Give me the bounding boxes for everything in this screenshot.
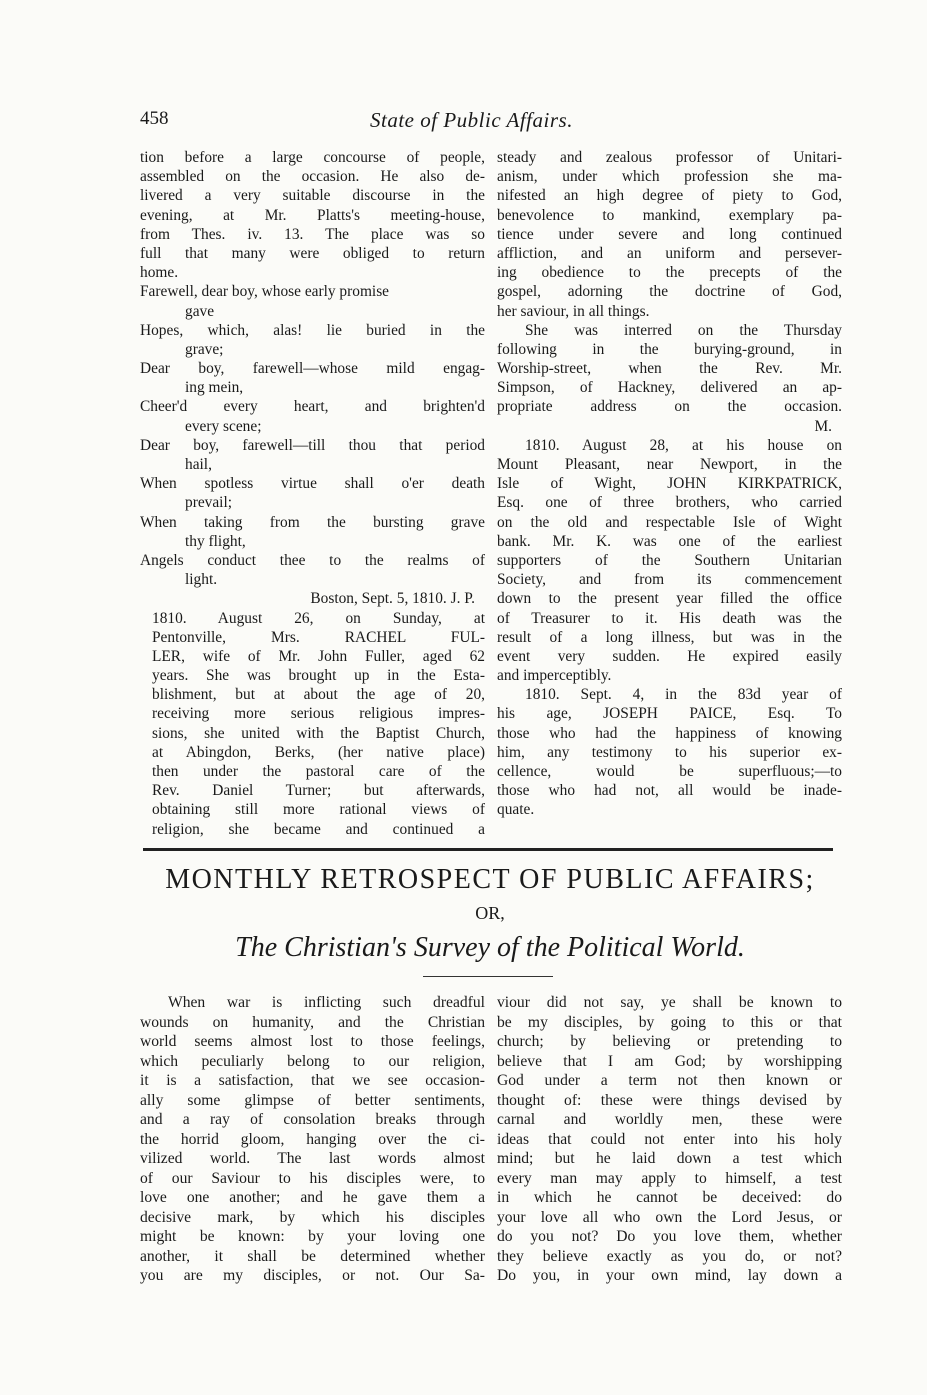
text-line: and imperceptibly. — [497, 667, 612, 685]
text-line: love one another; and he gave them a — [140, 1189, 485, 1206]
text-line: it is a satisfaction, that we see occasion- — [140, 1072, 485, 1089]
text-line: in which he cannot be deceived: do — [497, 1189, 842, 1206]
section-or: OR, — [475, 903, 505, 923]
text-line: propriate address on the occasion. — [497, 398, 842, 416]
text-line: viour did not say, ye shall be known to — [497, 994, 842, 1011]
text-line: believe that I am God; by worshipping — [497, 1052, 842, 1070]
text-line: Worship-street, when the Rev. Mr. — [497, 360, 842, 378]
text-line: When spotless virtue shall o'er death — [140, 475, 485, 493]
text-line: affliction, and an uniform and persever- — [497, 244, 842, 262]
text-line: livered a very suitable discourse in the — [140, 187, 485, 205]
text-line: 1810. Sept. 4, in the 83d year of — [525, 686, 842, 704]
text-line: mind; but he laid down a test which — [497, 1150, 842, 1167]
text-line: Angels conduct thee to the realms of — [140, 551, 485, 569]
text-line: her saviour, in all things. — [497, 302, 650, 320]
article-left-column — [140, 993, 485, 1286]
text-line: blishment, but at about the age of 20, — [152, 686, 485, 704]
text-line: on the old and respectable Isle of Wight — [497, 513, 842, 531]
text-line: of our Saviour to his disciples were, to — [140, 1169, 485, 1187]
text-line: his age, JOSEPH PAICE, Esq. To — [497, 705, 842, 723]
text-line: gave — [185, 302, 215, 320]
text-line: tion before a large concourse of people, — [140, 149, 485, 166]
text-line: evening, at Mr. Platts's meeting-house, — [140, 206, 485, 224]
text-line: do you not? Do you love them, whether — [497, 1228, 842, 1245]
text-line: then under the pastoral care of the — [152, 763, 485, 780]
text-line: Cheer'd every heart, and brighten'd — [140, 398, 485, 416]
text-line: Isle of Wight, JOHN KIRKPATRICK, — [497, 475, 842, 493]
text-line: those who had not, all would be inade- — [497, 782, 842, 800]
heading-underline — [423, 976, 553, 977]
text-line: from Thes. iv. 13. The place was so — [140, 225, 485, 243]
text-line: full that many were obliged to return — [140, 244, 485, 262]
text-line: every scene; — [185, 417, 262, 435]
text-line: Esq. one of three brothers, who carried — [497, 494, 842, 512]
text-line: grave; — [185, 340, 224, 358]
article-right-column — [497, 993, 842, 1286]
text-line: gospel, adorning the doctrine of God, — [497, 283, 842, 301]
text-line: Rev. Daniel Turner; but afterwards, — [152, 782, 485, 800]
text-line: ing mein, — [185, 379, 244, 397]
text-line: thy flight, — [185, 532, 246, 550]
text-line: wounds on humanity, and the Christian — [140, 1013, 485, 1031]
text-line: Simpson, of Hackney, delivered an ap- — [497, 379, 842, 397]
text-line: Dear boy, farewell—whose mild engag- — [140, 360, 485, 378]
text-line: down to the present year filled the office — [497, 590, 842, 608]
retrospect-article — [140, 993, 840, 1293]
text-line: of Treasurer to it. His death was the — [497, 609, 842, 627]
text-line: world seems almost lost to those feelings, — [140, 1033, 485, 1050]
page-number: 458 — [140, 108, 169, 129]
text-line: they believe exactly as you do, or not? — [497, 1247, 842, 1265]
text-line: those who had the happiness of knowing — [497, 724, 842, 742]
text-line: and a ray of consolation breaks through — [140, 1111, 485, 1128]
text-line: years. She was brought up in the Esta- — [152, 667, 485, 685]
text-line: Dear boy, farewell—till thou that period — [140, 436, 485, 454]
obituaries-section — [140, 148, 840, 848]
text-line: steady and zealous professor of Unitari- — [497, 149, 842, 166]
text-line: Society, and from its commencement — [497, 571, 842, 589]
text-line: following in the burying-ground, in — [497, 340, 842, 358]
running-head — [140, 108, 840, 136]
text-line: 1810. August 28, at his house on — [525, 436, 842, 454]
text-line: thought of: these were things devised by — [497, 1091, 842, 1109]
running-title: State of Public Affairs. — [370, 108, 573, 132]
text-line: When war is inflicting such dreadful — [168, 994, 485, 1011]
text-line: might be known: by your loving one — [140, 1228, 485, 1245]
text-line: Mount Pleasant, near Newport, in the — [497, 456, 842, 473]
text-line: Farewell, dear boy, whose early promise — [140, 283, 390, 301]
text-line: every man may apply to himself, a test — [497, 1169, 842, 1187]
text-line: prevail; — [185, 494, 233, 512]
text-line: ideas that could not enter into his holy — [497, 1130, 842, 1148]
text-line: quate. — [497, 801, 535, 819]
text-line: 1810. August 26, on Sunday, at — [152, 609, 485, 627]
text-line: hail, — [185, 456, 212, 473]
text-line: your love all who own the Lord Jesus, or — [497, 1208, 842, 1226]
text-line: cellence, would be superfluous;—to — [497, 763, 842, 780]
text-line: church; by believing or pretending to — [497, 1033, 842, 1050]
text-line: Boston, Sept. 5, 1810. J. P. — [310, 590, 475, 608]
text-line: religion, she became and continued a — [152, 820, 485, 838]
text-line: light. — [185, 571, 218, 589]
text-line: She was interred on the Thursday — [525, 321, 842, 339]
text-line: him, any testimony to his superior ex- — [497, 743, 842, 761]
text-line: at Abingdon, Berks, (her native place) — [152, 743, 485, 761]
text-line: nifested an high degree of piety to God, — [497, 187, 842, 205]
text-line: Hopes, which, alas! lie buried in the — [140, 321, 485, 339]
text-line: be my disciples, by going to this or that — [497, 1013, 842, 1031]
text-line: result of a long illness, but was in the — [497, 628, 842, 646]
text-line: decisive mark, by which his disciples — [140, 1208, 485, 1226]
text-line: M. — [814, 417, 832, 435]
text-line: sions, she united with the Baptist Church, — [152, 724, 485, 742]
section-title: MONTHLY RETROSPECT OF PUBLIC AFFAIRS; — [165, 864, 815, 895]
text-line: Pentonville, Mrs. RACHEL FUL- — [152, 628, 485, 646]
text-line: LER, wife of Mr. John Fuller, aged 62 — [152, 647, 485, 665]
text-line: God under a term not then known or — [497, 1072, 842, 1089]
text-line: benevolence to mankind, exemplary pa- — [497, 206, 842, 224]
text-line: ing obedience to the precepts of the — [497, 264, 842, 282]
text-line: receiving more serious religious impres- — [152, 705, 485, 723]
section-heading — [140, 862, 840, 966]
text-line: supporters of the Southern Unitarian — [497, 551, 842, 569]
section-rule — [143, 848, 833, 851]
text-line: ally some glimpse of better sentiments, — [140, 1091, 485, 1109]
section-subtitle: The Christian's Survey of the Political World. — [235, 932, 745, 963]
text-line: home. — [140, 264, 179, 282]
text-line: the horrid gloom, hanging over the ci- — [140, 1130, 485, 1148]
text-line: anism, under which profession she ma- — [497, 168, 842, 186]
text-line: bank. Mr. K. was one of the earliest — [497, 532, 842, 550]
text-line: Do you, in your own mind, lay down a — [497, 1267, 842, 1284]
text-line: which peculiarly belong to our religion, — [140, 1052, 485, 1070]
text-line: you are my disciples, or not. Our Sa- — [140, 1267, 485, 1284]
left-column — [140, 148, 485, 839]
text-line: carnal and worldly men, these were — [497, 1111, 842, 1128]
right-column — [497, 148, 842, 820]
text-line: tience under severe and long continued — [497, 225, 842, 243]
text-line: vilized world. The last words almost — [140, 1150, 485, 1167]
text-line: obtaining still more rational views of — [152, 801, 485, 819]
text-line: event very sudden. He expired easily — [497, 647, 842, 665]
text-line: assembled on the occasion. He also de- — [140, 168, 485, 186]
text-line: When taking from the bursting grave — [140, 513, 485, 531]
text-line: another, it shall be determined whether — [140, 1247, 485, 1265]
